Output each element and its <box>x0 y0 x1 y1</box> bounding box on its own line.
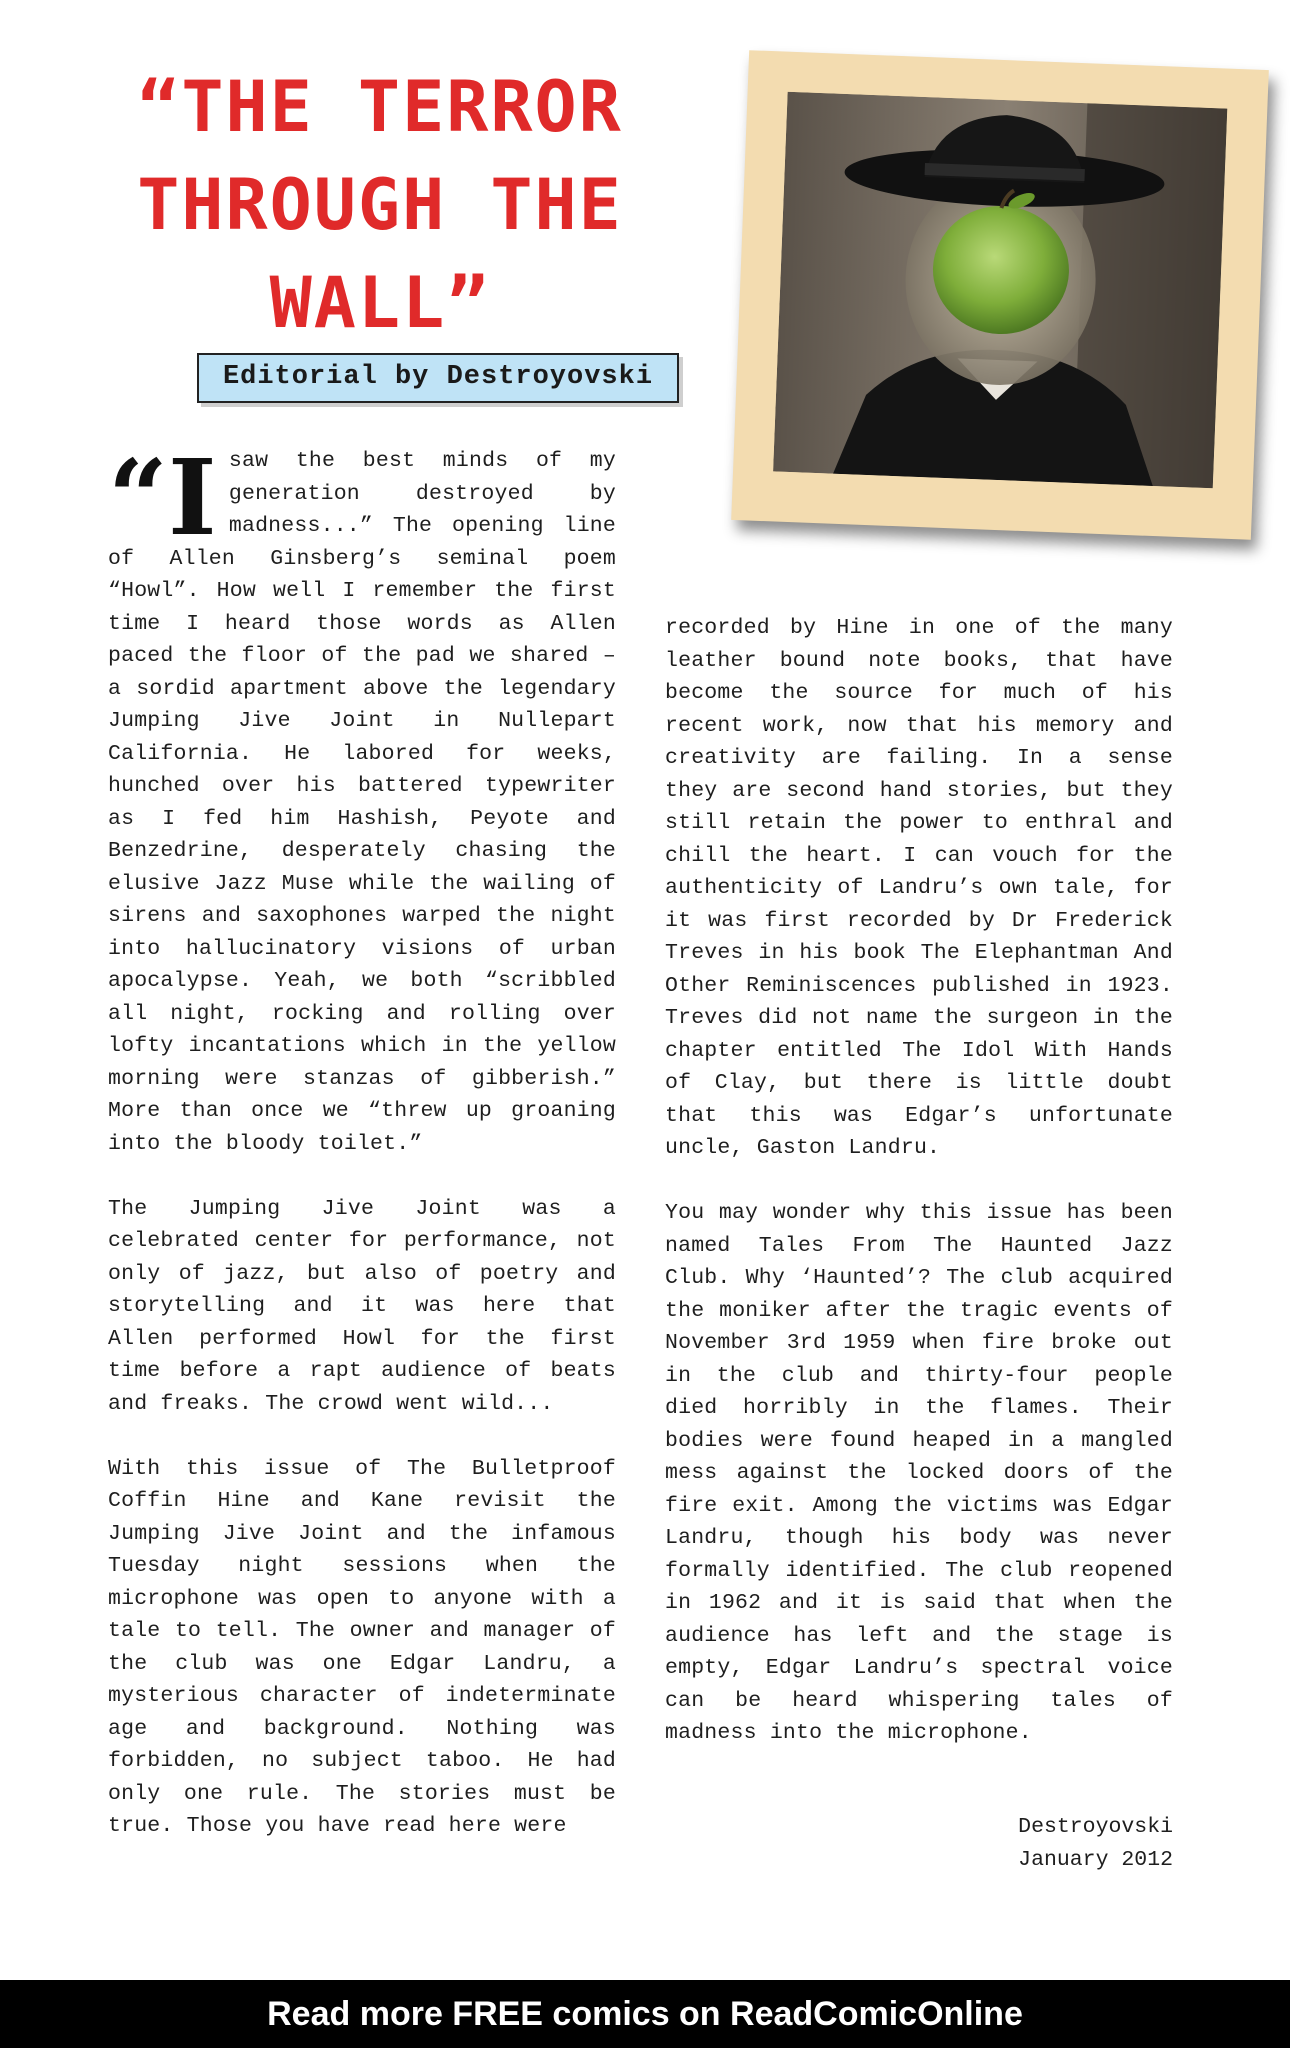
article-paragraph-3: With this issue of The Bulletproof Coffin Hine and Kane revisit the Jumping Jive Joint and the infamous Tuesday night sessions when the microphone was open to anyone with a tale to tell. The owner and manager of the club was one Edgar Landru, a mysterious character of indeterminate age and background. Nothing was forbidden, no subject taboo. He had only one rule. The stories must be true. Those you have read here were <box>108 1456 616 1838</box>
drop-cap: “I <box>108 436 217 559</box>
signature-date: January 2012 <box>1018 1847 1173 1872</box>
byline-text: Editorial by Destroyovski <box>222 362 654 392</box>
footer-link-text[interactable]: Read more FREE comics on ReadComicOnline <box>267 1995 1023 2033</box>
title-line-1: “THE TERROR <box>137 66 623 148</box>
footer-banner[interactable] <box>0 1980 1290 2048</box>
article-right-column <box>665 612 1173 1750</box>
signature-block <box>960 1811 1173 1876</box>
photo-frame <box>731 50 1269 540</box>
article-left-column <box>108 436 616 1843</box>
photo-polaroid <box>740 60 1264 548</box>
title-line-2: THROUGH THE <box>137 164 623 246</box>
title-line-3: WALL” <box>269 262 491 344</box>
article-paragraph-2: The Jumping Jive Joint was a celebrated center for performance, not only of jazz, but also of poetry and storytelling and it was here that Allen performed Howl for the first time before a rapt audience of beats and freaks. The crowd went wild... <box>108 1196 616 1416</box>
article-paragraph-5: You may wonder why this issue has been named Tales From The Haunted Jazz Club. Why ‘Haunted’? The club acquired the moniker after the tragic events of November 3rd 1959 when fire broke out in the club and thirty-four people died horribly in the flames. Their bodies were found heaped in a mangled mess against the locked doors of the fire exit. Among the victims was Edgar Landru, though his body was never formally identified. The club reopened in 1962 and it is said that when the audience has left and the stage is empty, Edgar Landru’s spectral voice can be heard whispering tales of madness into the microphone. <box>665 1201 1173 1745</box>
man-with-apple-face-icon <box>773 92 1227 489</box>
editorial-title <box>80 58 680 352</box>
signature-name: Destroyovski <box>1018 1815 1173 1839</box>
byline-box <box>197 353 679 403</box>
article-paragraph-4: recorded by Hine in one of the many leather bound note books, that have become the source for much of his recent work, now that his memory and creativity are failing. In a sense they are second hand stories, but they still retain the power to enthral and chill the heart. I can vouch for the authenticity of Landru’s own tale, for it was first recorded by Dr Frederick Treves in his book The Elephantman And Other Reminiscences published in 1923. Treves did not name the surgeon in the chapter entitled The Idol With Hands of Clay, but there is little doubt that this was Edgar’s unfortunate uncle, Gaston Landru. <box>665 616 1173 1160</box>
article-paragraph-1 <box>108 436 616 1160</box>
article-paragraph-1-text: saw the best minds of my generation destroyed by madness...” The opening line of Allen Ginsberg’s seminal poem “Howl”. How well I remember the first time I heard those words as Allen paced the floor of the pad we shared – a sordid apartment above the legendary Jumping Jive Joint in Nullepart California. He labored for weeks, hunched over his battered typewriter as I fed him Hashish, Peyote and Benzedrine, desperately chasing the elusive Jazz Muse while the wailing of sirens and saxophones warped the night into hallucinatory visions of urban apocalypse. Yeah, we both “scribbled all night, rocking and rolling over lofty incantations which in the yellow morning were stanzas of gibberish.” More than once we “threw up groaning into the bloody toilet.” <box>108 449 616 1156</box>
